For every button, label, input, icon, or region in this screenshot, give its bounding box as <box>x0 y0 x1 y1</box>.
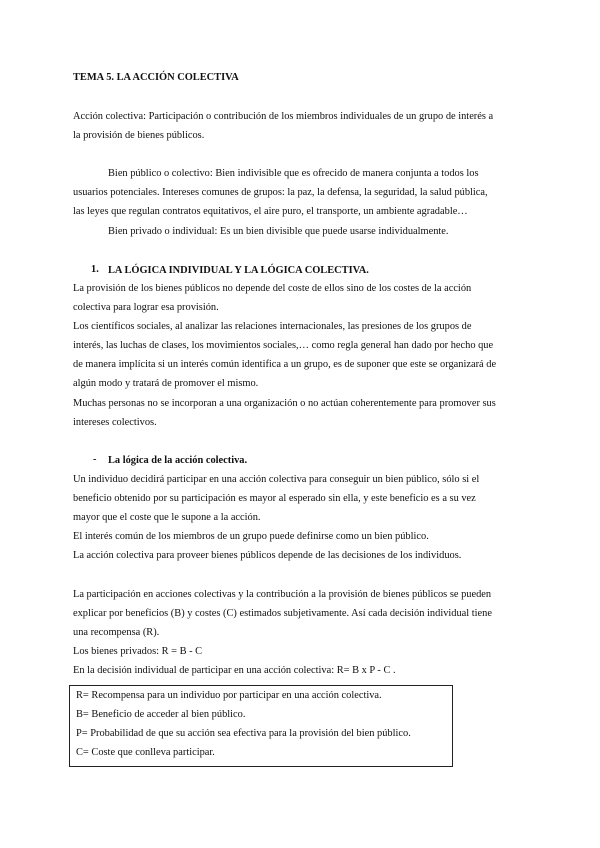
subsection-bullet: - <box>93 454 97 465</box>
participation-line-2: explicar por beneficios (B) y costes (C) estimados subjetivamente. Así cada decisión individual tiene <box>73 608 492 619</box>
page-title: TEMA 5. LA ACCIÓN COLECTIVA <box>73 72 239 83</box>
private-goods-formula: Los bienes privados: R = B - C <box>73 646 203 657</box>
legend-box <box>69 685 453 767</box>
legend-p: P= Probabilidad de que su acción sea efectiva para la provisión del bien público. <box>76 728 411 739</box>
section-1-line-8: intereses colectivos. <box>73 417 157 428</box>
collective-action-formula: En la decisión individual de participar en una acción colectiva: R= B x P - C . <box>73 665 396 676</box>
section-1-line-5: de manera implícita si un interés común identifica a un grupo, es de suponer que este se organizará de <box>73 359 497 370</box>
intro-line-2: la provisión de bienes públicos. <box>73 130 205 141</box>
intro-line-1: Acción colectiva: Participación o contribución de los miembros individuales de un grupo de interés a <box>73 111 494 122</box>
bien-privado-line: Bien privado o individual: Es un bien divisible que puede usarse individualmente. <box>108 226 449 237</box>
section-1-line-4: interés, las luchas de clases, los movimientos sociales,… como regla general han dado por hecho que <box>73 340 494 351</box>
subsection-line-1: Un individuo decidirá participar en una acción colectiva para conseguir un bien público, sólo si el <box>73 474 480 485</box>
section-1-line-6: algún modo y tratará de promover el mismo. <box>73 378 259 389</box>
participation-line-1: La participación en acciones colectivas y la contribución a la provisión de bienes públicos se pueden <box>73 589 492 600</box>
section-1-line-1: La provisión de los bienes públicos no depende del coste de ellos sino de los costes de la acción <box>73 283 472 294</box>
subsection-line-3: mayor que el coste que le supone a la acción. <box>73 512 261 523</box>
subsection-line-4: El interés común de los miembros de un grupo puede definirse como un bien público. <box>73 531 429 542</box>
section-1-line-7: Muchas personas no se incorporan a una organización o no actúan coherentemente para promover sus <box>73 398 496 409</box>
legend-c: C= Coste que conlleva participar. <box>76 747 215 758</box>
legend-r: R= Recompensa para un individuo por participar en una acción colectiva. <box>76 690 382 701</box>
subsection-heading: La lógica de la acción colectiva. <box>108 455 248 466</box>
legend-b: B= Beneficio de acceder al bien público. <box>76 709 246 720</box>
bien-publico-line-3: las leyes que regulan contratos equitativos, el aire puro, el transporte, un ambiente agradable… <box>73 206 468 217</box>
subsection-line-5: La acción colectiva para proveer bienes públicos depende de las decisiones de los individuos. <box>73 550 462 561</box>
section-1-number: 1. <box>91 264 99 275</box>
bien-publico-line-2: usuarios potenciales. Intereses comunes de grupos: la paz, la defensa, la seguridad, la salud pública, <box>73 187 488 198</box>
section-1-line-3: Los científicos sociales, al analizar las relaciones internacionales, las presiones de los grupos de <box>73 321 472 332</box>
section-1-line-2: colectiva para lograr esa provisión. <box>73 302 219 313</box>
subsection-line-2: beneficio obtenido por su participación es mayor al esperado sin ella, y este beneficio es a su vez <box>73 493 476 504</box>
bien-publico-line-1: Bien público o colectivo: Bien indivisible que es ofrecido de manera conjunta a todos los <box>108 168 479 179</box>
section-1-heading: LA LÓGICA INDIVIDUAL Y LA LÓGICA COLECTIVA. <box>108 265 369 276</box>
participation-line-3: una recompensa (R). <box>73 627 160 638</box>
